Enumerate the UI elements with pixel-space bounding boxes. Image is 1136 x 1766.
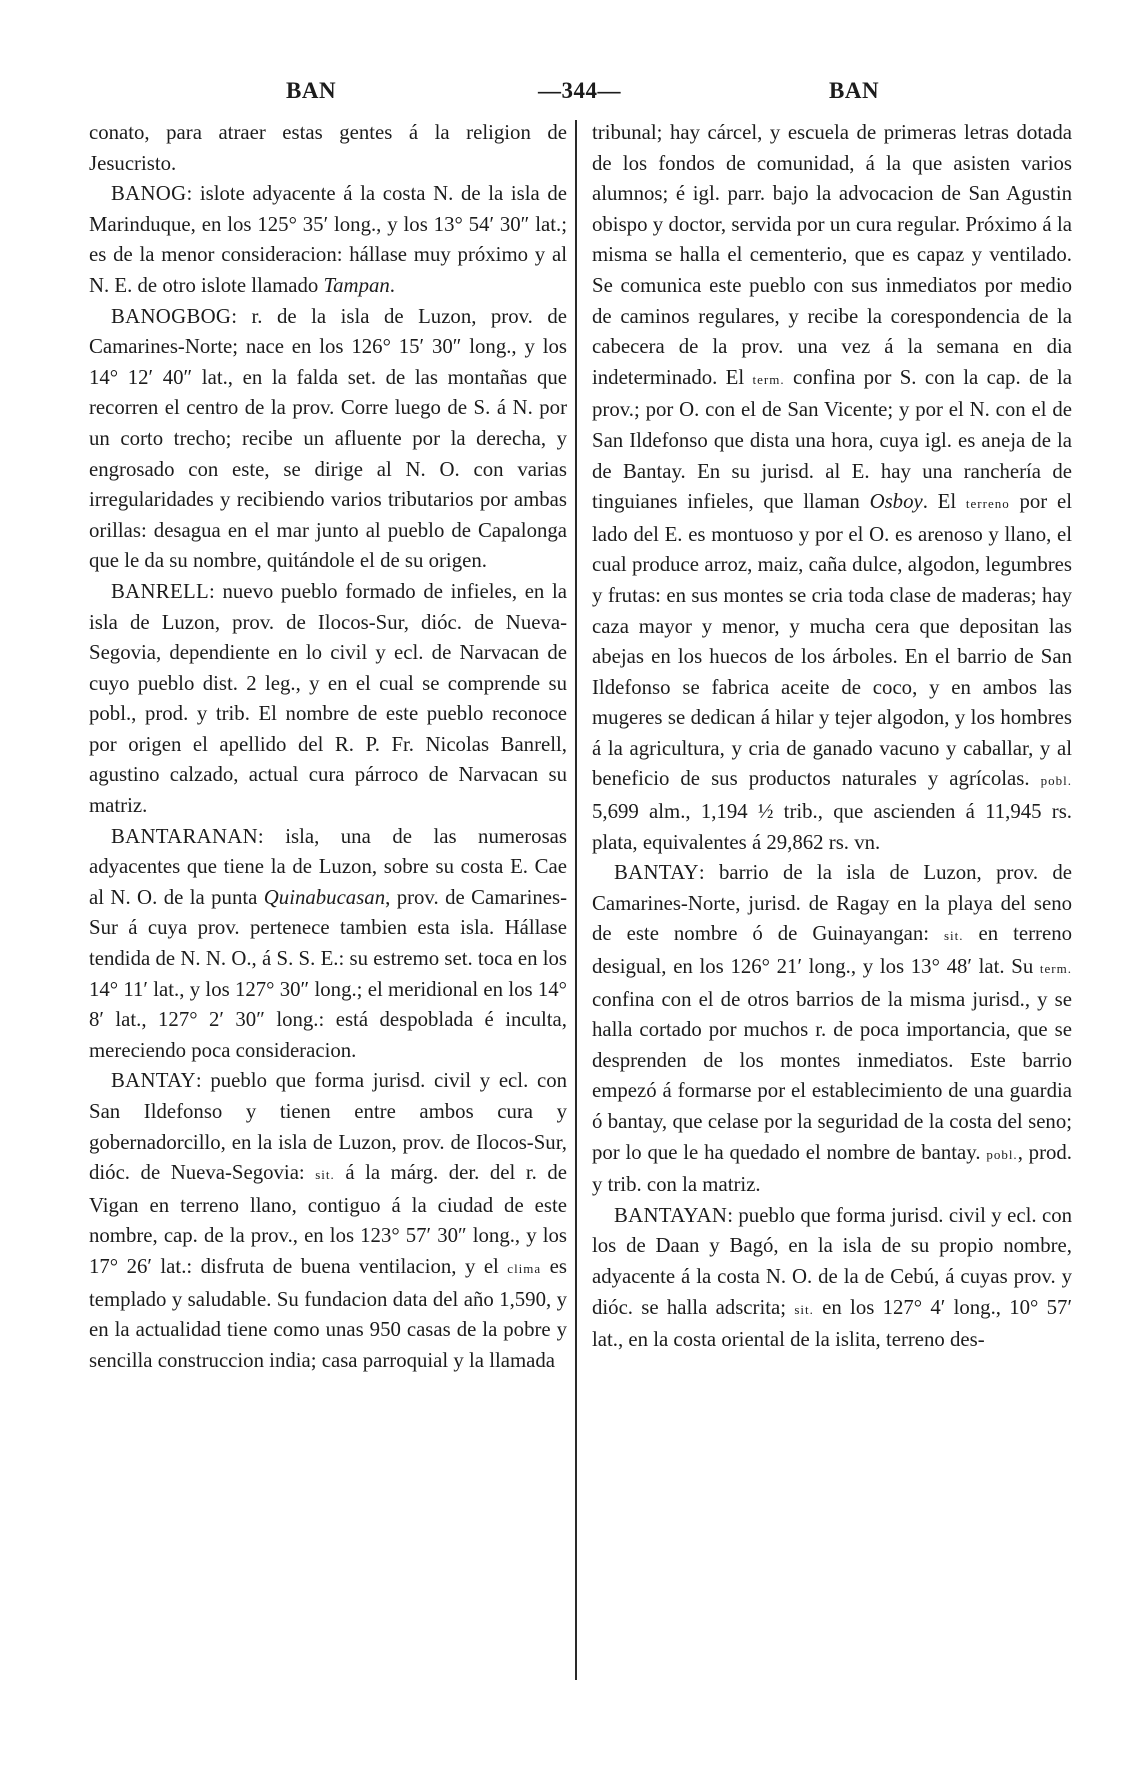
header-right-heading: BAN bbox=[829, 78, 880, 103]
entry-text: : pueblo que forma jurisd. civil y ecl. con San Ildefonso y tienen entre ambos cura y gobernadorcillo, en la isla de Luzon, prov. de Ilocos-Sur, dióc. de Nueva-Segovia: bbox=[89, 1069, 567, 1185]
entry-banog bbox=[89, 179, 567, 301]
place-name-italic: Tampan bbox=[323, 273, 390, 297]
entry-text: , prod. y trib. con la matriz. bbox=[592, 1140, 1072, 1197]
small-caps-term: sit. bbox=[315, 1167, 335, 1183]
entry-bantay-barrio bbox=[592, 858, 1072, 1201]
column-divider bbox=[575, 120, 577, 1680]
entry-text: : isla, una de las numerosas adyacentes que tiene la de Luzon, sobre su costa E. Cae al N. O. de la punta bbox=[89, 824, 567, 909]
entry-text: á la márg. der. del r. de Vigan en terreno llano, contiguo á la ciudad de este nombre, cap. de la prov., en los 123° 57′ 30″ long., y los 17° 26′ lat.: disfruta de buena ventilacion, y el bbox=[89, 1161, 568, 1278]
entry-bantayan bbox=[592, 1201, 1072, 1356]
entry-bantaranan bbox=[89, 822, 567, 1067]
entry-text: en terreno desigual, en los 126° 21′ long., y los 13° 48′ lat. Su bbox=[592, 922, 1073, 979]
small-caps-term: term. bbox=[752, 371, 785, 387]
headword: BANRELL bbox=[111, 579, 209, 603]
headword: BANOGBOG bbox=[111, 304, 232, 328]
entry-bantay-continued bbox=[592, 118, 1072, 858]
headword: BANTAYAN bbox=[614, 1203, 728, 1227]
small-caps-term: clima bbox=[507, 1260, 542, 1276]
entry-text: 5,699 alm., 1,194 ½ trib., que ascienden á 11,945 rs. plata, equivalentes á 29,862 rs. vn. bbox=[592, 800, 1072, 854]
entry-text: , prov. de Camarines-Sur á cuya prov. pertenece tambien esta isla. Hállase tendida de N. N. O., á S. S. E.: su estremo set. toca en los 14° 11′ lat., y los 127° 30″ long.; el meridional en los 14° 8′ lat., 127° 2′ 30″ long.: está despoblada é inculta, mereciendo poca consideracion. bbox=[89, 885, 567, 1062]
entry-text: confina con el de otros barrios de la misma jurisd., y se halla cortado por muchos r. de poca importancia, que se desprenden de los montes inmediatos. Este barrio empezó á formarse por el establecimiento de una guardia ó bantay, que celase por la seguridad de la costa del seno; por lo que le ha quedado el nombre de bantay. bbox=[592, 987, 1072, 1164]
entry-text: es templado y saludable. Su fundacion data del año 1,590, y en la actualidad tiene como unas 950 casas de la pobre y sencilla construccion india; casa parroquial y la llamada bbox=[89, 1254, 567, 1372]
entry-text: : r. de la isla de Luzon, prov. de Camarines-Norte; nace en los 126° 15′ 30″ long., y los 14° 12′ 40″ lat., en la falda set. de las montañas que recorren el centro de la prov. Corre luego de S. á N. por un corto trecho; recibe un afluente por la derecha, y engrosado con este, se dirige al N. O. con varias irregularidades y recibiendo varios tributarios por ambas orillas: desagua en el mar junto al pueblo de Capalonga que le da su nombre, quitándole el de su origen. bbox=[89, 304, 567, 573]
entry-text: : islote adyacente á la costa N. de la isla de Marinduque, en los 125° 35′ long., y los 13° 54′ 30″ lat.; es de la menor consideracion: hállase muy próximo y al N. E. de otro islote llamado bbox=[89, 182, 567, 297]
entry-text: por el lado del E. es montuoso y por el O. es arenoso y llano, el cual produce arroz, maiz, caña dulce, algodon, legumbres y frutas: en sus montes se cria toda clase de maderas; hay caza mayor y menor, y mucha cera que depositan las abejas en los huecos de los árboles. En el barrio de San Ildefonso se fabrica aceite de coco, y en ambos las mugeres se dedican á hilar y tejer algodon, y los hombres á la agricultura, y cria de ganado vacuno y caballar, y al beneficio de sus productos naturales y agrícolas. bbox=[592, 490, 1072, 791]
page-number: —344— bbox=[538, 78, 621, 103]
right-column bbox=[592, 118, 1072, 1356]
entry-text: : barrio de la isla de Luzon, prov. de Camarines-Norte, jurisd. de Ragay en la playa del seno de este nombre ó de Guinayangan: bbox=[592, 861, 1072, 946]
entry-banogbog bbox=[89, 302, 567, 577]
small-caps-term: terreno bbox=[965, 496, 1010, 512]
headword: BANTAY bbox=[111, 1069, 196, 1093]
header-left-heading: BAN bbox=[286, 78, 337, 103]
small-caps-term: pobl. bbox=[1040, 773, 1072, 789]
entry-text: confina por S. con la cap. de la prov.; por O. con el de San Vicente; y por el N. con el de San Ildefonso que dista una hora, cuya igl. es aneja de la de Bantay. En su jurisd. al E. hay una ranchería de tinguianes infieles, que llaman bbox=[592, 365, 1072, 514]
continuation-paragraph: conato, para atraer estas gentes á la religion de Jesucristo. bbox=[89, 121, 567, 175]
small-caps-term: pobl. bbox=[986, 1146, 1018, 1162]
small-caps-term: sit. bbox=[794, 1301, 814, 1317]
running-head bbox=[90, 78, 1060, 112]
headword: BANTARANAN bbox=[111, 824, 258, 848]
small-caps-term: term. bbox=[1039, 961, 1072, 977]
place-name-italic: Osboy bbox=[869, 490, 923, 514]
entry-bantay bbox=[89, 1066, 567, 1376]
entry-text: . El bbox=[922, 490, 966, 514]
entry-text: : pueblo que forma jurisd. civil y ecl. con los de Daan y Bagó, en la isla de su propio nombre, adyacente á la costa N. O. de la de Cebú, á cuyas prov. y dióc. se halla adscrita; bbox=[592, 1203, 1072, 1319]
entry-text: tribunal; hay cárcel, y escuela de primeras letras dotada de los fondos de comunidad, á la que asisten varios alumnos; é igl. parr. bajo la advocacion de San Agustin obispo y doctor, servida por un cura regular. Próximo á la misma se halla el cementerio, que es capaz y ventilado. Se comunica este pueblo con sus inmediatos por medio de caminos regulares, y recibe la corespondencia de la cabecera de la prov. una vez á la semana en dia indeterminado. El bbox=[592, 121, 1072, 389]
entry-text: en los 127° 4′ long., 10° 57′ lat., en la costa oriental de la islita, terreno des- bbox=[592, 1295, 1072, 1352]
small-caps-term: sit. bbox=[944, 928, 964, 944]
left-column bbox=[89, 118, 567, 1376]
entry-text: . bbox=[389, 273, 395, 297]
entry-banrell bbox=[89, 577, 567, 822]
entry-text: : nuevo pueblo formado de infieles, en la isla de Luzon, prov. de Ilocos-Sur, dióc. de Nueva-Segovia, dependiente en lo civil y ecl. de Narvacan de cuyo pueblo dist. 2 leg., y en el cual se comprende su pobl., prod. y trib. El nombre de este pueblo reconoce por origen el apellido del R. P. Fr. Nicolas Banrell, agustino calzado, actual cura párroco de Narvacan su matriz. bbox=[89, 579, 567, 818]
headword: BANTAY bbox=[614, 861, 699, 885]
place-name-italic: Quinabucasan bbox=[263, 885, 386, 909]
headword: BANOG bbox=[111, 182, 187, 206]
